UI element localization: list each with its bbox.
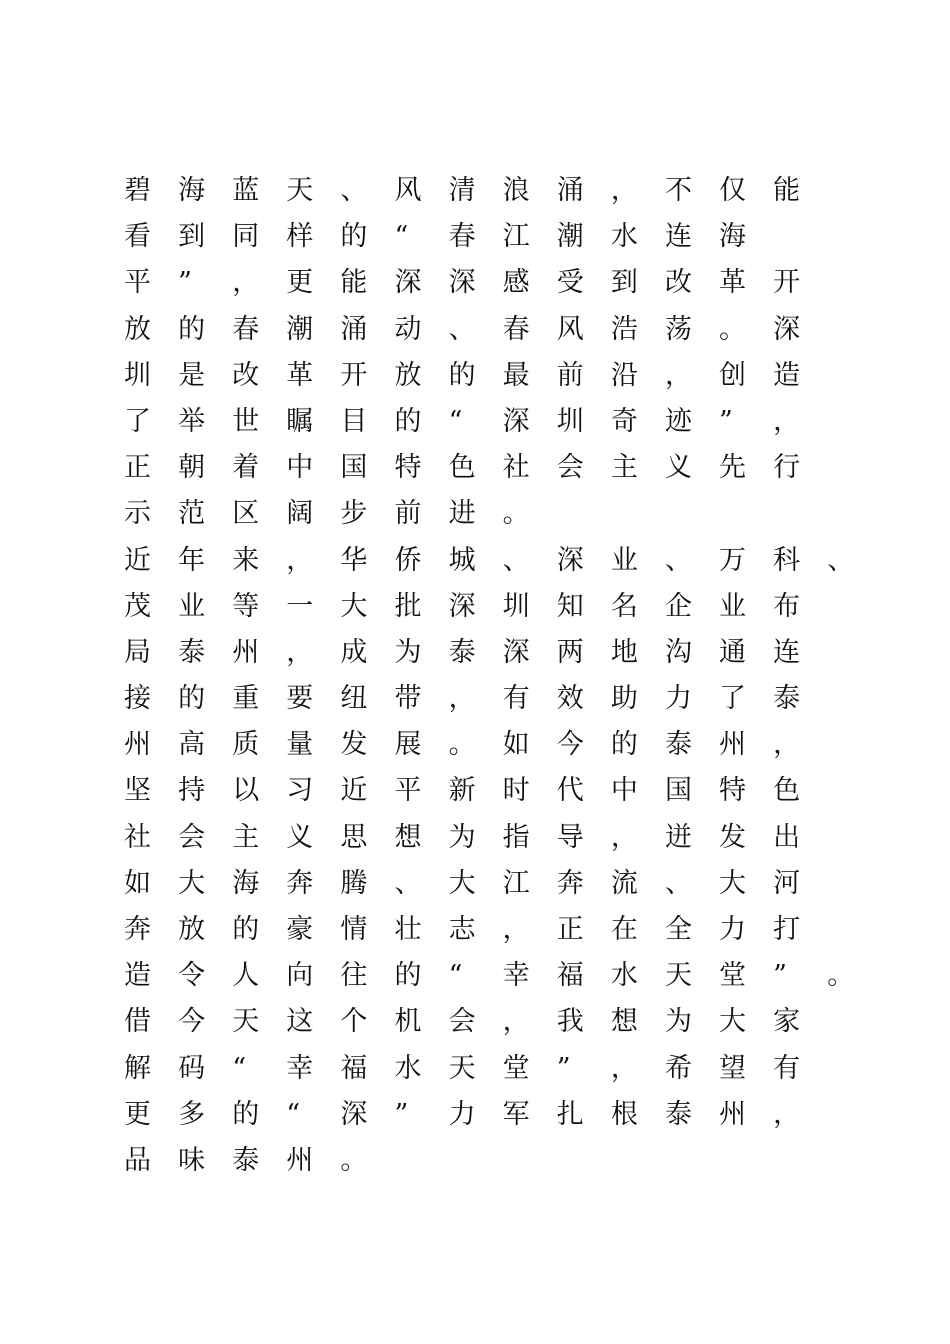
text-glyph: 开 (340, 359, 368, 391)
text-glyph: 借 (124, 1006, 151, 1038)
text-glyph: 力 (448, 1098, 476, 1130)
text-glyph: 情 (340, 914, 368, 945)
text-glyph: 的 (178, 313, 206, 345)
text-glyph: 州 (124, 729, 151, 761)
text-glyph: 迸 (664, 821, 692, 853)
text-glyph: 效 (556, 683, 584, 715)
text-glyph: 带 (394, 683, 422, 715)
text-glyph: 根 (610, 1098, 638, 1130)
text-glyph: 习 (286, 775, 314, 807)
text-glyph: 色 (448, 452, 476, 484)
text-glyph: 力 (664, 683, 692, 715)
text-glyph: 持 (178, 775, 206, 807)
text-glyph: “ (448, 405, 463, 437)
text-glyph: 的 (340, 221, 368, 253)
text-glyph: 壮 (394, 914, 422, 945)
text-glyph: 感 (502, 267, 530, 299)
text-glyph: 开 (773, 267, 801, 299)
text-glyph: ， (773, 1098, 801, 1130)
text-glyph: 深 (502, 636, 530, 668)
text-glyph: 连 (773, 636, 801, 668)
text-glyph: 最 (502, 359, 530, 391)
text-glyph: 主 (610, 452, 638, 484)
text-glyph: 奔 (124, 914, 151, 945)
text-glyph: 正 (556, 914, 584, 945)
text-glyph: “ (286, 1098, 301, 1130)
text-line (120, 953, 880, 999)
text-glyph: 海 (178, 175, 206, 206)
text-glyph: 深 (448, 267, 476, 299)
text-glyph: 深 (448, 590, 476, 622)
text-glyph: 流 (610, 867, 638, 899)
text-glyph: 先 (719, 452, 747, 484)
text-line (120, 999, 880, 1045)
text-glyph: ， (610, 175, 638, 206)
text-glyph: 是 (178, 359, 206, 391)
text-glyph: 奔 (286, 867, 314, 899)
text-glyph: 堂 (719, 960, 747, 992)
text-glyph: 泰 (664, 1098, 692, 1130)
text-line (120, 676, 880, 722)
text-glyph: 等 (232, 590, 260, 622)
text-glyph: 展 (394, 729, 422, 761)
text-glyph: ， (664, 359, 692, 391)
text-glyph: 创 (719, 359, 747, 391)
text-glyph: 区 (232, 498, 260, 530)
text-glyph: 更 (124, 1098, 151, 1130)
text-glyph: 业 (719, 590, 747, 622)
text-glyph: 放 (124, 313, 151, 345)
text-glyph: ， (448, 683, 476, 715)
text-glyph: 步 (340, 498, 368, 530)
text-glyph: 味 (178, 1144, 206, 1176)
text-glyph: 会 (556, 452, 584, 484)
text-glyph: 来 (232, 544, 260, 576)
text-glyph: ， (232, 267, 260, 299)
text-glyph: 行 (773, 452, 801, 484)
text-line (120, 815, 880, 861)
text-line (120, 491, 880, 537)
text-glyph: 地 (610, 636, 638, 668)
text-glyph: 城 (448, 544, 476, 576)
text-glyph: 潮 (556, 221, 584, 253)
text-glyph: 阔 (286, 498, 314, 530)
text-glyph: 、 (664, 867, 692, 899)
text-glyph: 在 (610, 914, 638, 945)
text-glyph: 社 (124, 821, 151, 853)
text-glyph: 能 (340, 267, 368, 299)
text-glyph: 国 (664, 775, 692, 807)
text-glyph: 州 (719, 1098, 747, 1130)
text-glyph: 到 (610, 267, 638, 299)
text-glyph: 义 (286, 821, 314, 853)
text-line (120, 584, 880, 630)
text-glyph: 重 (232, 683, 260, 715)
text-glyph: 江 (502, 221, 530, 253)
text-glyph: 机 (394, 1006, 422, 1038)
text-glyph: 风 (556, 313, 584, 345)
text-glyph: 茂 (124, 590, 151, 622)
text-glyph: 军 (502, 1098, 530, 1130)
text-glyph: 今 (556, 729, 584, 761)
text-glyph: ， (610, 821, 638, 853)
text-glyph: 如 (502, 729, 530, 761)
text-line (120, 214, 880, 260)
text-glyph: 全 (664, 914, 692, 945)
text-glyph: 个 (340, 1006, 368, 1038)
text-glyph: 豪 (286, 914, 314, 945)
text-glyph: 纽 (340, 683, 368, 715)
text-glyph: 深 (773, 313, 801, 345)
text-glyph: 深 (394, 267, 422, 299)
text-glyph: 河 (773, 867, 801, 899)
text-glyph: “ (448, 960, 463, 992)
text-glyph: 代 (556, 775, 584, 807)
text-glyph: 的 (394, 960, 422, 992)
text-glyph: 令 (178, 960, 206, 992)
text-glyph: 以 (232, 775, 260, 807)
text-glyph: 义 (664, 452, 692, 484)
text-glyph: 革 (719, 267, 747, 299)
text-glyph: 两 (556, 636, 584, 668)
text-glyph: 瞩 (286, 405, 314, 437)
text-glyph: 质 (232, 729, 260, 761)
text-glyph: 主 (232, 821, 260, 853)
text-glyph: 州 (232, 636, 260, 668)
text-glyph: 。 (502, 498, 530, 530)
text-glyph: 奔 (556, 867, 584, 899)
text-glyph: 为 (394, 636, 422, 668)
text-glyph: 志 (448, 914, 476, 945)
text-glyph: 海 (232, 867, 260, 899)
text-glyph: 高 (178, 729, 206, 761)
text-glyph: 、 (340, 175, 368, 206)
text-glyph: 样 (286, 221, 314, 253)
text-glyph: 水 (610, 221, 638, 253)
text-glyph: 天 (286, 175, 314, 206)
text-glyph: 目 (340, 405, 368, 437)
text-glyph: 要 (286, 683, 314, 715)
text-glyph: 蓝 (232, 175, 260, 206)
text-glyph: 中 (610, 775, 638, 807)
text-glyph: 、 (827, 544, 855, 576)
text-glyph: 风 (394, 175, 422, 206)
text-glyph: 圳 (124, 359, 151, 391)
text-glyph: 前 (394, 498, 422, 530)
text-glyph: ” (556, 1052, 571, 1084)
text-glyph: 天 (448, 1052, 476, 1084)
text-glyph: 的 (610, 729, 638, 761)
text-glyph: 、 (394, 867, 422, 899)
text-glyph: 。 (448, 729, 476, 761)
text-glyph: 。 (340, 1144, 368, 1176)
text-glyph: 堂 (502, 1052, 530, 1084)
text-glyph: 春 (232, 313, 260, 345)
text-glyph: 世 (232, 405, 260, 437)
text-glyph: 近 (340, 775, 368, 807)
text-glyph: 奇 (610, 405, 638, 437)
text-glyph: 沿 (610, 359, 638, 391)
text-glyph: 坚 (124, 775, 151, 807)
text-glyph: 着 (232, 452, 260, 484)
text-glyph: 时 (502, 775, 530, 807)
text-line (120, 307, 880, 353)
text-glyph: 接 (124, 683, 151, 715)
text-glyph: 导 (556, 821, 584, 853)
text-glyph: 圳 (556, 405, 584, 437)
text-line (120, 1092, 880, 1138)
text-glyph: 人 (232, 960, 260, 992)
text-glyph: 同 (232, 221, 260, 253)
text-glyph: 碧 (124, 175, 151, 206)
text-glyph: ” (178, 267, 192, 299)
text-glyph: 出 (773, 821, 801, 853)
text-glyph: 助 (610, 683, 638, 715)
text-glyph: 泰 (773, 683, 801, 715)
text-glyph: 解 (124, 1052, 151, 1084)
text-glyph: 思 (340, 821, 368, 853)
text-glyph: ， (286, 544, 314, 576)
text-glyph: 向 (286, 960, 314, 992)
text-glyph: 了 (719, 683, 747, 715)
body-text (120, 168, 880, 1184)
text-glyph: 腾 (340, 867, 368, 899)
text-glyph: 扎 (556, 1098, 584, 1130)
text-glyph: 涌 (340, 313, 368, 345)
text-glyph: 正 (124, 452, 151, 484)
text-glyph: 动 (394, 313, 422, 345)
text-glyph: ” (773, 960, 787, 992)
text-glyph: 近 (124, 544, 151, 576)
text-glyph: 福 (556, 960, 584, 992)
text-glyph: 有 (773, 1052, 801, 1084)
text-glyph: 江 (502, 867, 530, 899)
text-glyph: 大 (178, 867, 206, 899)
text-glyph: 批 (394, 590, 422, 622)
text-line (120, 260, 880, 306)
text-glyph: 多 (178, 1098, 206, 1130)
text-glyph: 进 (448, 498, 476, 530)
text-glyph: 深 (556, 544, 584, 576)
text-line (120, 861, 880, 907)
text-glyph: 能 (773, 175, 801, 206)
text-glyph: 为 (448, 821, 476, 853)
text-glyph: ， (610, 1052, 638, 1084)
text-glyph: 平 (124, 267, 151, 299)
text-glyph: 力 (719, 914, 747, 945)
text-glyph: 年 (178, 544, 206, 576)
text-glyph: 品 (124, 1144, 151, 1176)
text-glyph: 侨 (394, 544, 422, 576)
text-glyph: 会 (448, 1006, 476, 1038)
text-glyph: 会 (178, 821, 206, 853)
text-glyph: 改 (232, 359, 260, 391)
text-line (120, 445, 880, 491)
text-glyph: 量 (286, 729, 314, 761)
text-glyph: 天 (232, 1006, 260, 1038)
text-glyph: 连 (664, 221, 692, 253)
text-glyph: 大 (448, 867, 476, 899)
text-glyph: 有 (502, 683, 530, 715)
text-line (120, 1046, 880, 1092)
text-glyph: 不 (664, 175, 692, 206)
text-glyph: 的 (178, 683, 206, 715)
text-glyph: 局 (124, 636, 151, 668)
text-glyph: 了 (124, 405, 151, 437)
text-glyph: 望 (719, 1052, 747, 1084)
text-glyph: 更 (286, 267, 314, 299)
text-glyph: 、 (448, 313, 476, 345)
text-glyph: 清 (448, 175, 476, 206)
text-glyph: 发 (340, 729, 368, 761)
text-glyph: 幸 (286, 1052, 314, 1084)
text-glyph: 造 (773, 359, 801, 391)
text-glyph: 。 (827, 960, 855, 992)
text-glyph: 万 (719, 544, 747, 576)
text-glyph: 革 (286, 359, 314, 391)
text-glyph: 的 (448, 359, 476, 391)
text-glyph: 前 (556, 359, 584, 391)
text-glyph: 幸 (502, 960, 530, 992)
text-glyph: 大 (719, 867, 747, 899)
text-glyph: 为 (664, 1006, 692, 1038)
text-line (120, 538, 880, 584)
text-line (120, 168, 880, 214)
text-glyph: 潮 (286, 313, 314, 345)
text-glyph: 涌 (556, 175, 584, 206)
text-glyph: 范 (178, 498, 206, 530)
text-glyph: 码 (178, 1052, 206, 1084)
text-line (120, 768, 880, 814)
text-glyph: 打 (773, 914, 801, 945)
text-glyph: 社 (502, 452, 530, 484)
text-glyph: 举 (178, 405, 206, 437)
text-glyph: 业 (178, 590, 206, 622)
text-glyph: “ (232, 1052, 246, 1084)
text-glyph: 受 (556, 267, 584, 299)
text-glyph: 的 (232, 914, 260, 945)
text-glyph: 水 (394, 1052, 422, 1084)
text-glyph: 色 (773, 775, 801, 807)
text-glyph: 泰 (664, 729, 692, 761)
text-glyph: 看 (124, 221, 151, 253)
text-glyph: 通 (719, 636, 747, 668)
text-glyph: ” (719, 405, 733, 437)
text-glyph: 泰 (232, 1144, 260, 1176)
text-glyph: 想 (610, 1006, 638, 1038)
text-glyph: ， (502, 1006, 530, 1038)
text-glyph: 示 (124, 498, 151, 530)
text-glyph: 中 (286, 452, 314, 484)
text-glyph: ， (286, 636, 314, 668)
text-line (120, 399, 880, 445)
text-glyph: 仅 (719, 175, 747, 206)
text-glyph: 泰 (178, 636, 206, 668)
text-glyph: 大 (340, 590, 368, 622)
text-glyph: 。 (719, 313, 747, 345)
text-glyph: 如 (124, 867, 151, 899)
text-glyph: 国 (340, 452, 368, 484)
text-glyph: 家 (773, 1006, 801, 1038)
text-glyph: 放 (394, 359, 422, 391)
text-glyph: 今 (178, 1006, 206, 1038)
text-glyph: 的 (232, 1098, 260, 1130)
text-glyph: 州 (719, 729, 747, 761)
text-glyph: ， (773, 729, 801, 761)
text-glyph: 指 (502, 821, 530, 853)
text-glyph: 知 (556, 590, 584, 622)
text-glyph: 改 (664, 267, 692, 299)
text-glyph: 的 (394, 405, 422, 437)
text-glyph: 放 (178, 914, 206, 945)
text-glyph: 特 (394, 452, 422, 484)
text-glyph: 到 (178, 221, 206, 253)
text-glyph: 春 (448, 221, 476, 253)
text-glyph: 泰 (448, 636, 476, 668)
text-line (120, 722, 880, 768)
text-glyph: 水 (610, 960, 638, 992)
text-glyph: 特 (719, 775, 747, 807)
text-line (120, 630, 880, 676)
text-glyph: 浪 (502, 175, 530, 206)
text-line (120, 353, 880, 399)
text-glyph: 春 (502, 313, 530, 345)
text-glyph: 我 (556, 1006, 584, 1038)
text-glyph: 华 (340, 544, 368, 576)
text-glyph: 往 (340, 960, 368, 992)
text-glyph: 希 (664, 1052, 692, 1084)
text-glyph: 州 (286, 1144, 314, 1176)
text-glyph: 造 (124, 960, 151, 992)
text-glyph: 朝 (178, 452, 206, 484)
text-line (120, 907, 880, 953)
text-glyph: ， (502, 914, 530, 945)
text-glyph: 沟 (664, 636, 692, 668)
text-glyph: 荡 (664, 313, 692, 345)
text-glyph: 名 (610, 590, 638, 622)
text-glyph: 海 (719, 221, 747, 253)
text-glyph: 科 (773, 544, 801, 576)
text-glyph: “ (394, 221, 409, 253)
text-glyph: 成 (340, 636, 368, 668)
text-glyph: ， (773, 405, 801, 437)
text-glyph: 大 (719, 1006, 747, 1038)
text-glyph: 想 (394, 821, 422, 853)
text-glyph: 、 (502, 544, 530, 576)
text-glyph: 发 (719, 821, 747, 853)
text-glyph: 业 (610, 544, 638, 576)
text-glyph: 布 (773, 590, 801, 622)
text-glyph: 圳 (502, 590, 530, 622)
text-glyph: 企 (664, 590, 692, 622)
text-glyph: 福 (340, 1052, 368, 1084)
text-glyph: 深 (340, 1098, 368, 1130)
text-glyph: 深 (502, 405, 530, 437)
text-glyph: 浩 (610, 313, 638, 345)
text-glyph: 平 (394, 775, 422, 807)
text-glyph: 一 (286, 590, 314, 622)
text-glyph: 天 (664, 960, 692, 992)
text-glyph: 这 (286, 1006, 314, 1038)
text-glyph: 新 (448, 775, 476, 807)
text-glyph: ” (394, 1098, 409, 1130)
text-line (120, 1138, 880, 1184)
text-glyph: 迹 (664, 405, 692, 437)
text-glyph: 、 (664, 544, 692, 576)
